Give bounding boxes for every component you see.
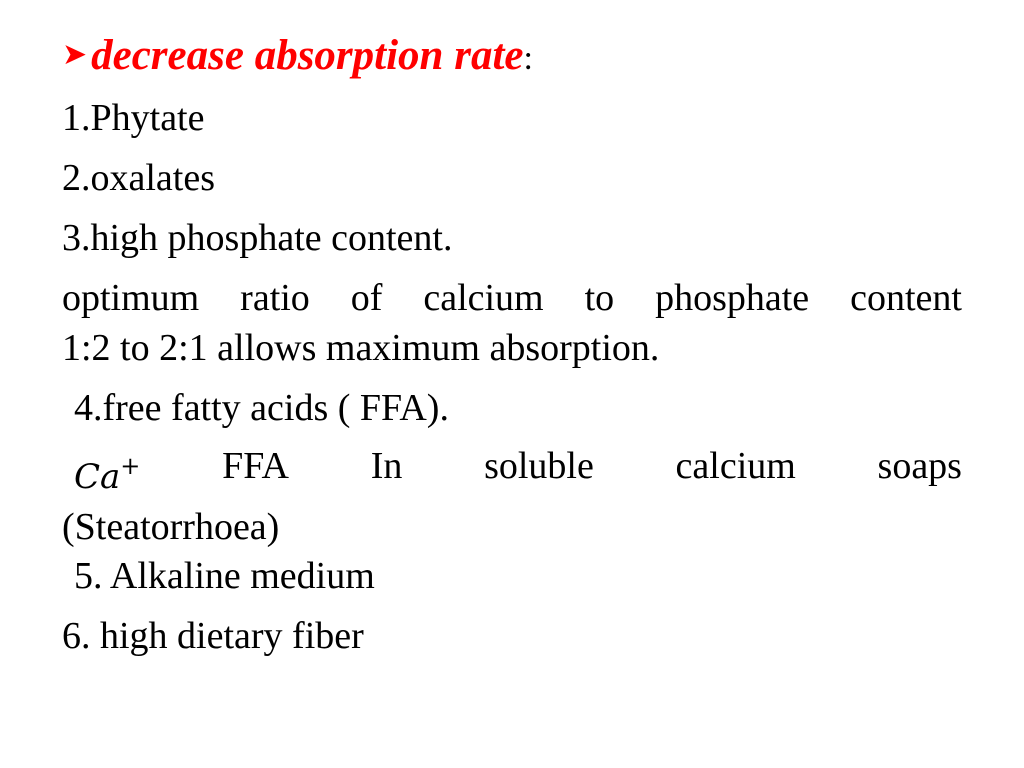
list-item-phytate: 1.Phytate bbox=[62, 97, 205, 139]
slide-content bbox=[62, 0, 962, 768]
arrow-bullet-icon: ➤ bbox=[62, 38, 88, 71]
heading-colon: : bbox=[523, 40, 533, 77]
calcium-ion-symbol bbox=[74, 443, 140, 500]
list-item-alkaline: 5. Alkaline medium bbox=[74, 555, 375, 597]
soap-line-1 bbox=[62, 443, 962, 500]
ratio-word: to bbox=[584, 277, 615, 319]
soap-word: FFA bbox=[222, 445, 289, 487]
heading bbox=[62, 30, 533, 84]
list-item-fiber: 6. high dietary fiber bbox=[62, 615, 364, 657]
soap-word: soaps bbox=[877, 445, 962, 487]
list-item-oxalates: 2.oxalates bbox=[62, 157, 216, 199]
ratio-line-2: 1:2 to 2:1 allows maximum absorption. bbox=[62, 327, 660, 369]
ratio-line-1 bbox=[62, 275, 962, 321]
ratio-paragraph bbox=[62, 275, 962, 371]
steatorrhoea-text: (Steatorrhoea) bbox=[62, 506, 280, 548]
list-item-phosphate: 3.high phosphate content. bbox=[62, 217, 453, 259]
ratio-word: phosphate bbox=[655, 277, 810, 319]
soap-word: calcium bbox=[675, 445, 796, 487]
ratio-word: optimum bbox=[62, 277, 200, 319]
ratio-word: calcium bbox=[423, 277, 544, 319]
ratio-word: ratio bbox=[240, 277, 310, 319]
soap-paragraph bbox=[62, 443, 962, 550]
list-item-ffa: 4.free fatty acids ( FFA). bbox=[74, 387, 449, 429]
ca-charge: + bbox=[120, 452, 141, 480]
heading-text: decrease absorption rate bbox=[91, 32, 524, 79]
soap-word: soluble bbox=[484, 445, 594, 487]
ratio-word: content bbox=[850, 277, 962, 319]
soap-word: In bbox=[370, 445, 403, 487]
ratio-word: of bbox=[350, 277, 383, 319]
ca-symbol: Ca bbox=[74, 457, 121, 497]
